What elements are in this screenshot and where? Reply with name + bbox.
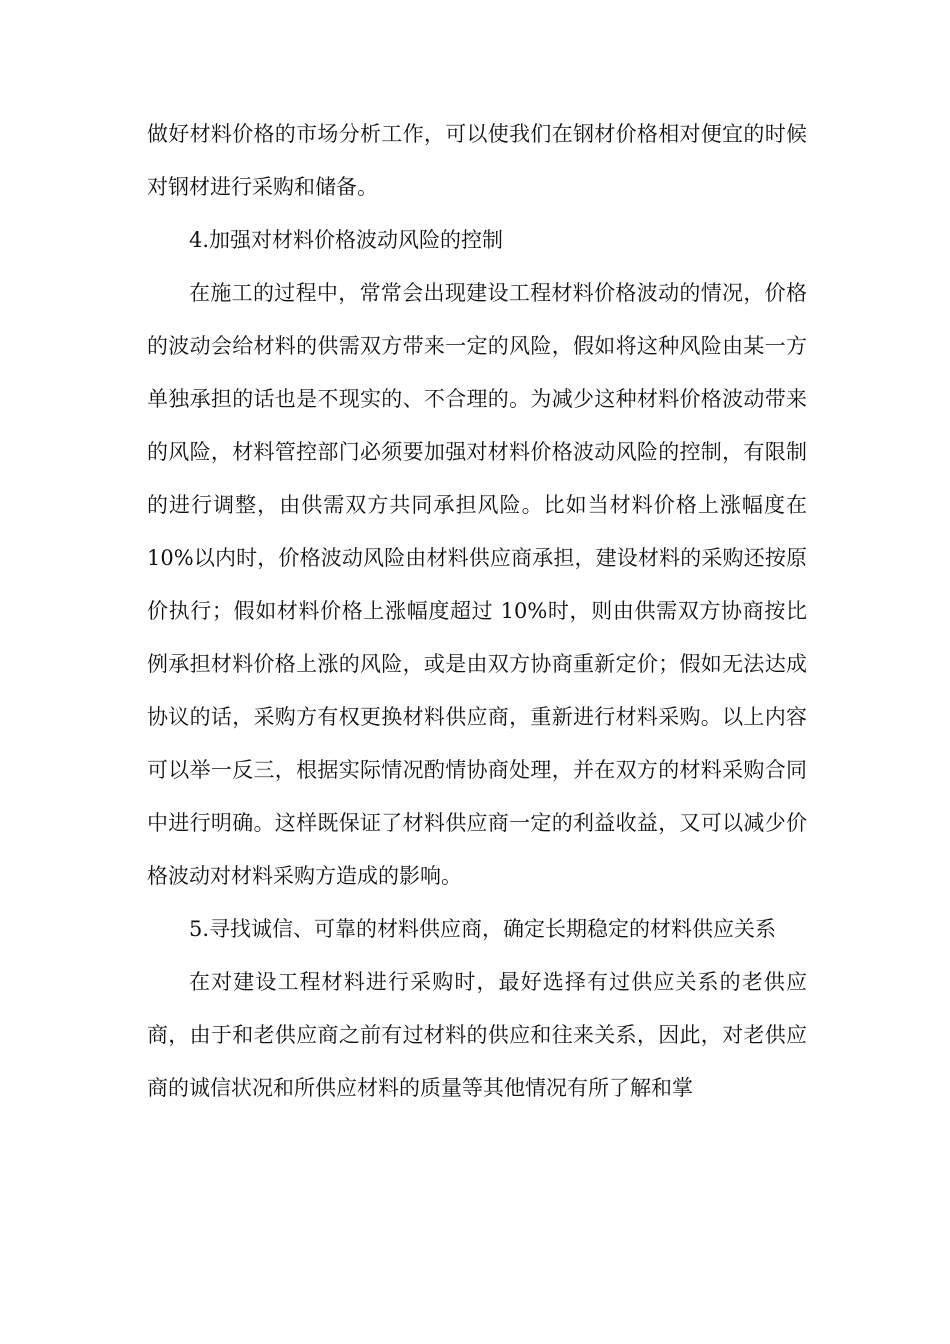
paragraph-market-analysis: 做好材料价格的市场分析工作，可以使我们在钢材价格相对便宜的时候对钢材进行采购和储备。 xyxy=(147,122,807,199)
section-heading-5: 5.寻找诚信、可靠的材料供应商，确定长期稳定的材料供应关系 xyxy=(189,917,777,941)
section-heading-4: 4.加强对材料价格波动风险的控制 xyxy=(189,228,504,252)
paragraph-supplier-selection: 在对建设工程材料进行采购时，最好选择有过供应关系的老供应商，由于和老供应商之前有过材料的供应和往来关系，因此，对老供应商的诚信状况和所供应材料的质量等其他情况有所了解和掌 xyxy=(147,970,807,1100)
document-body xyxy=(147,108,807,1115)
paragraph-price-risk: 在施工的过程中，常常会出现建设工程材料价格波动的情况，价格的波动会给材料的供需双方带来一定的风险，假如将这种风险由某一方单独承担的话也是不现实的、不合理的。为减少这种材料价格波动带来的风险，材料管控部门必须要加强对材料价格波动风险的控制，有限制的进行调整，由供需双方共同承担风险。比如当材料价格上涨幅度在 10%以内时，价格波动风险由材料供应商承担，建设材料的采购还按原价执行；假如材料价格上涨幅度超过 10%时，则由供需双方协商按比例承担材料价格上涨的风险，或是由双方协商重新定价；假如无法达成协议的话，采购方有权更换材料供应商，重新进行材料采购。以上内容可以举一反三，根据实际情况酌情协商处理，并在双方的材料采购合同中进行明确。这样既保证了材料供应商一定的利益收益，又可以减少价格波动对材料采购方造成的影响。 xyxy=(147,281,807,888)
